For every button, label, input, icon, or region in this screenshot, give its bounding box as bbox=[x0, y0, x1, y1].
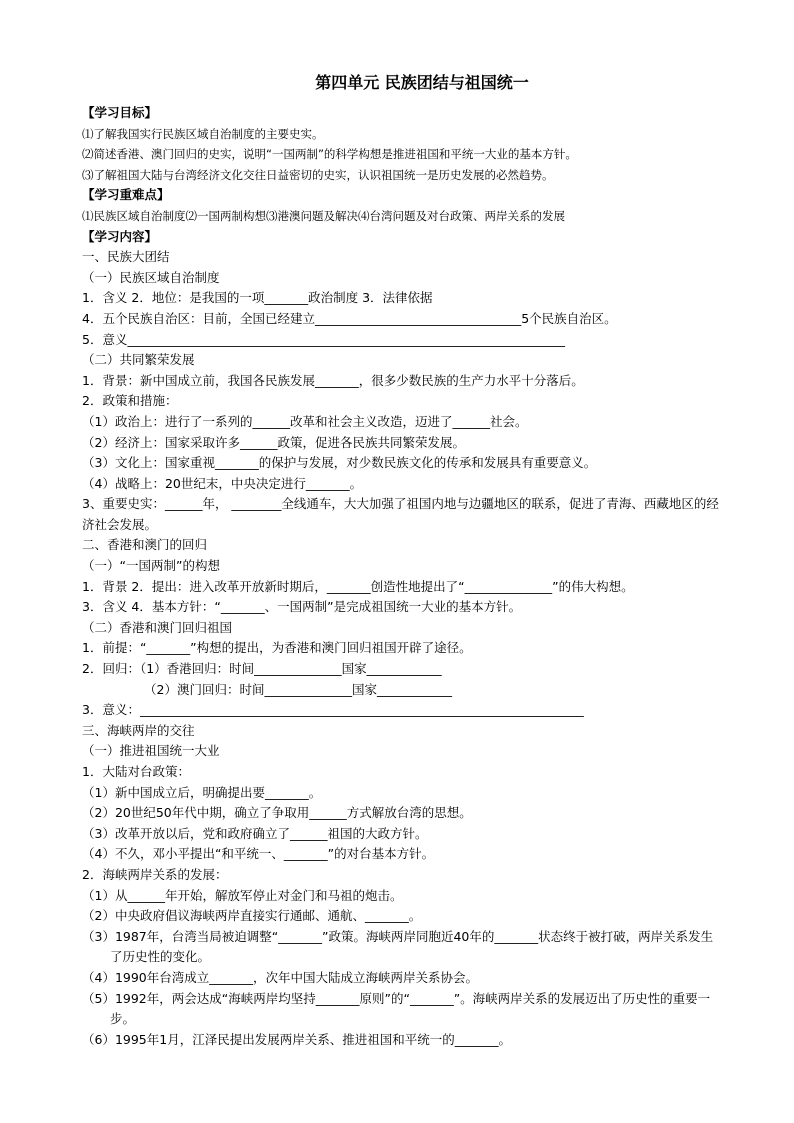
text-line: （一）民族区域自治制度 bbox=[82, 269, 220, 285]
text-line: 1．背景 2．提出：进入改革开放新时期后，_______创造性地提出了“______________”的伟大构想。 bbox=[82, 578, 634, 594]
text-line: （6）1995年1月，江泽民提出发展两岸关系、推进祖国和平统一的_______。 bbox=[82, 1031, 511, 1047]
section-heading: 【学习重难点】 bbox=[82, 187, 170, 203]
text-line: （3）改革开放以后，党和政府确立了______祖国的大政方针。 bbox=[82, 825, 428, 841]
text-line: （1）政治上：进行了一系列的______改革和社会主义改造，迈进了______社会。 bbox=[82, 413, 528, 429]
text-line: （二）共同繁荣发展 bbox=[82, 352, 195, 368]
text-line: 1．前提：“_______”构想的提出，为香港和澳门回归祖国开辟了途径。 bbox=[82, 640, 472, 656]
text-line: （2）澳门回归：时间______________国家____________ bbox=[144, 681, 452, 697]
text-line: ⑴民族区域自治制度⑵一国两制构想⑶港澳问题及解决⑷台湾问题及对台政策、两岸关系的发展 bbox=[82, 208, 565, 223]
text-line: （2）20世纪50年代中期，确立了争取用______方式解放台湾的思想。 bbox=[82, 805, 472, 821]
text-line: （一）“一国两制”的构想 bbox=[82, 558, 220, 574]
text-line: 3、重要史实：______年， ________全线通车，大大加强了祖国内地与边疆地区的联系，促进了青海、西藏地区的经济社会发展。 bbox=[82, 496, 719, 532]
text-line: （1）新中国成立后，明确提出要_______。 bbox=[82, 784, 322, 800]
text-line: （一）推进祖国统一大业 bbox=[82, 743, 220, 759]
text-line: 2．海峡两岸关系的发展： bbox=[82, 866, 228, 882]
page-title: 第四单元 民族团结与祖国统一 bbox=[315, 73, 529, 92]
text-line: （二）香港和澳门回归祖国 bbox=[82, 619, 233, 635]
text-line: （2）中央政府倡议海峡两岸直接实行通邮、通航、_______。 bbox=[82, 908, 422, 924]
text-line: 一、民族大团结 bbox=[82, 249, 170, 265]
text-line: 5．意义______________________________________________________________________ bbox=[82, 331, 565, 347]
text-line: 4．五个民族自治区：目前，全国已经建立_________________________________5个民族自治区。 bbox=[82, 310, 617, 326]
text-line: （4）1990年台湾成立_______，次年中国大陆成立海峡两岸关系协会。 bbox=[82, 969, 479, 985]
text-line: 2．回归：（1）香港回归：时间______________国家____________ bbox=[82, 661, 442, 677]
text-line: （2）经济上：国家采取许多______政策，促进各民族共同繁荣发展。 bbox=[82, 434, 465, 450]
text-line: ⑴了解我国实行民族区域自治制度的主要史实。 bbox=[82, 126, 324, 141]
text-line: ⑶了解祖国大陆与台湾经济文化交往日益密切的史实，认识祖国统一是历史发展的必然趋势。 bbox=[82, 167, 554, 182]
worksheet-content bbox=[82, 103, 722, 1050]
text-line: 2．政策和措施： bbox=[82, 393, 178, 409]
text-line: 1．含义 2．地位：是我国的一项_______政治制度 3．法律依据 bbox=[82, 290, 433, 306]
text-line: ⑵简述香港、澳门回归的史实，说明“一国两制”的科学构想是推进祖国和平统一大业的基本方针。 bbox=[82, 147, 577, 162]
text-line: （3）1987年，台湾当局被迫调整“_______”政策。海峡两岸同胞近40年的_______状态终于被打破，两岸关系发生了历史性的变化。 bbox=[82, 928, 714, 965]
text-line: 二、香港和澳门的回归 bbox=[82, 537, 208, 553]
text-line: 1．背景：新中国成立前，我国各民族发展_______，很多少数民族的生产力水平十分落后。 bbox=[82, 372, 584, 388]
text-line: （4）战略上：20世纪末，中央决定进行_______。 bbox=[82, 475, 363, 491]
text-line: 3．意义：_______________________________________________________________________ bbox=[82, 702, 584, 718]
text-line: （4）不久，邓小平提出“和平统一、_______”的对台基本方针。 bbox=[82, 846, 435, 862]
worksheet-page bbox=[82, 70, 722, 1050]
text-line: 3．含义 4．基本方针：“_______、一国两制”是完成祖国统一大业的基本方针。 bbox=[82, 599, 522, 615]
text-line: （5）1992年，两会达成“海峡两岸均坚持_______原则”的“_______”。海峡两岸关系的发展迈出了历史性的重要一步。 bbox=[82, 990, 711, 1027]
text-line: 三、海峡两岸的交往 bbox=[82, 722, 195, 738]
section-heading: 【学习目标】 bbox=[82, 105, 158, 120]
section-heading: 【学习内容】 bbox=[82, 228, 158, 244]
text-line: 1．大陆对台政策： bbox=[82, 764, 190, 779]
text-line: （1）从______年开始，解放军停止对金门和马祖的炮击。 bbox=[82, 887, 403, 903]
text-line: （3）文化上：国家重视_______的保护与发展，对少数民族文化的传承和发展具有重要意义。 bbox=[82, 455, 597, 471]
